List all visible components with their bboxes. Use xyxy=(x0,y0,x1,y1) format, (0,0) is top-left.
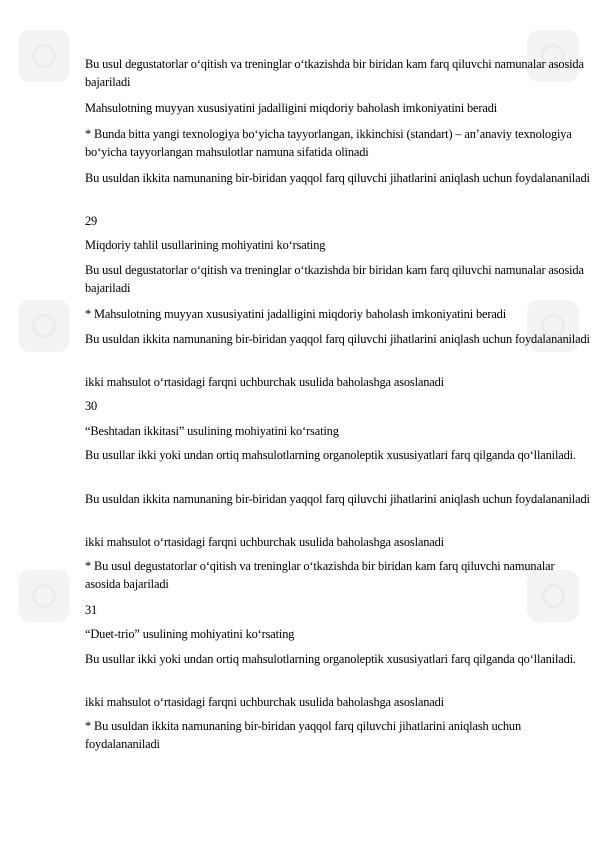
answer-option: Bu usuldan ikkita namunaning bir-biridan yaqqol farq qiluvchi jihatlarini aniqlash uchun foydalananiladi xyxy=(85,171,590,185)
answer-option-correct: * Bunda bitta yangi texnologiya bo‘yicha tayyorlangan, ikkinchisi (standart) – an’anaviy texnologiya bo‘yicha tayyorlangan mahsulotlar namuna sifatida olinadi xyxy=(85,127,575,159)
question-number: 31 xyxy=(85,603,98,617)
answer-option: Bu usul degustatorlar o‘qitish va treninglar o‘tkazishda bir biridan kam farq qiluvchi namunalar asosida bajariladi xyxy=(85,57,587,89)
answer-option: Bu usullar ikki yoki undan ortiq mahsulotlarning organoleptik xususiyatlari farq qilganda qo‘llaniladi. xyxy=(85,448,576,462)
answer-option-correct: * Mahsulotning muyyan xususiyatini jadalligini miqdoriy baholash imkoniyatini beradi xyxy=(85,307,507,321)
answer-option: Bu usullar ikki yoki undan ortiq mahsulotlarning organoleptik xususiyatlari farq qilganda qo‘llaniladi. xyxy=(85,652,576,666)
question-text: “Duet-trio” usulining mohiyatini ko‘rsating xyxy=(85,627,295,641)
answer-option: Bu usuldan ikkita namunaning bir-biridan yaqqol farq qiluvchi jihatlarini aniqlash uchun foydalananiladi xyxy=(85,492,590,506)
answer-option: ikki mahsulot o‘rtasidagi farqni uchburchak usulida baholashga asoslanadi xyxy=(85,695,444,709)
answer-option: Bu usul degustatorlar o‘qitish va treninglar o‘tkazishda bir biridan kam farq qiluvchi namunalar asosida bajariladi xyxy=(85,263,587,295)
answer-option: Bu usuldan ikkita namunaning bir-biridan yaqqol farq qiluvchi jihatlarini aniqlash uchun foydalananiladi xyxy=(85,332,590,346)
watermark-logo xyxy=(18,30,70,82)
answer-option-correct: * Bu usul degustatorlar o‘qitish va treninglar o‘tkazishda bir biridan kam farq qiluvchi namunalar asosida bajariladi xyxy=(85,559,558,591)
question-text: “Beshtadan ikkitasi” usulining mohiyatini ko‘rsating xyxy=(85,424,339,438)
question-number: 29 xyxy=(85,214,98,228)
question-number: 30 xyxy=(85,399,98,413)
answer-option: ikki mahsulot o‘rtasidagi farqni uchburchak usulida baholashga asoslanadi xyxy=(85,375,444,389)
answer-option-correct: * Bu usuldan ikkita namunaning bir-biridan yaqqol farq qiluvchi jihatlarini aniqlash uchun foydalananiladi xyxy=(85,719,524,751)
question-text: Miqdoriy tahlil usullarining mohiyatini ko‘rsating xyxy=(85,238,326,252)
watermark-logo xyxy=(18,300,70,352)
answer-option: ikki mahsulot o‘rtasidagi farqni uchburchak usulida baholashga asoslanadi xyxy=(85,535,444,549)
answer-option: Mahsulotning muyyan xususiyatini jadalligini miqdoriy baholash imkoniyatini beradi xyxy=(85,101,498,115)
watermark-logo xyxy=(18,570,70,622)
